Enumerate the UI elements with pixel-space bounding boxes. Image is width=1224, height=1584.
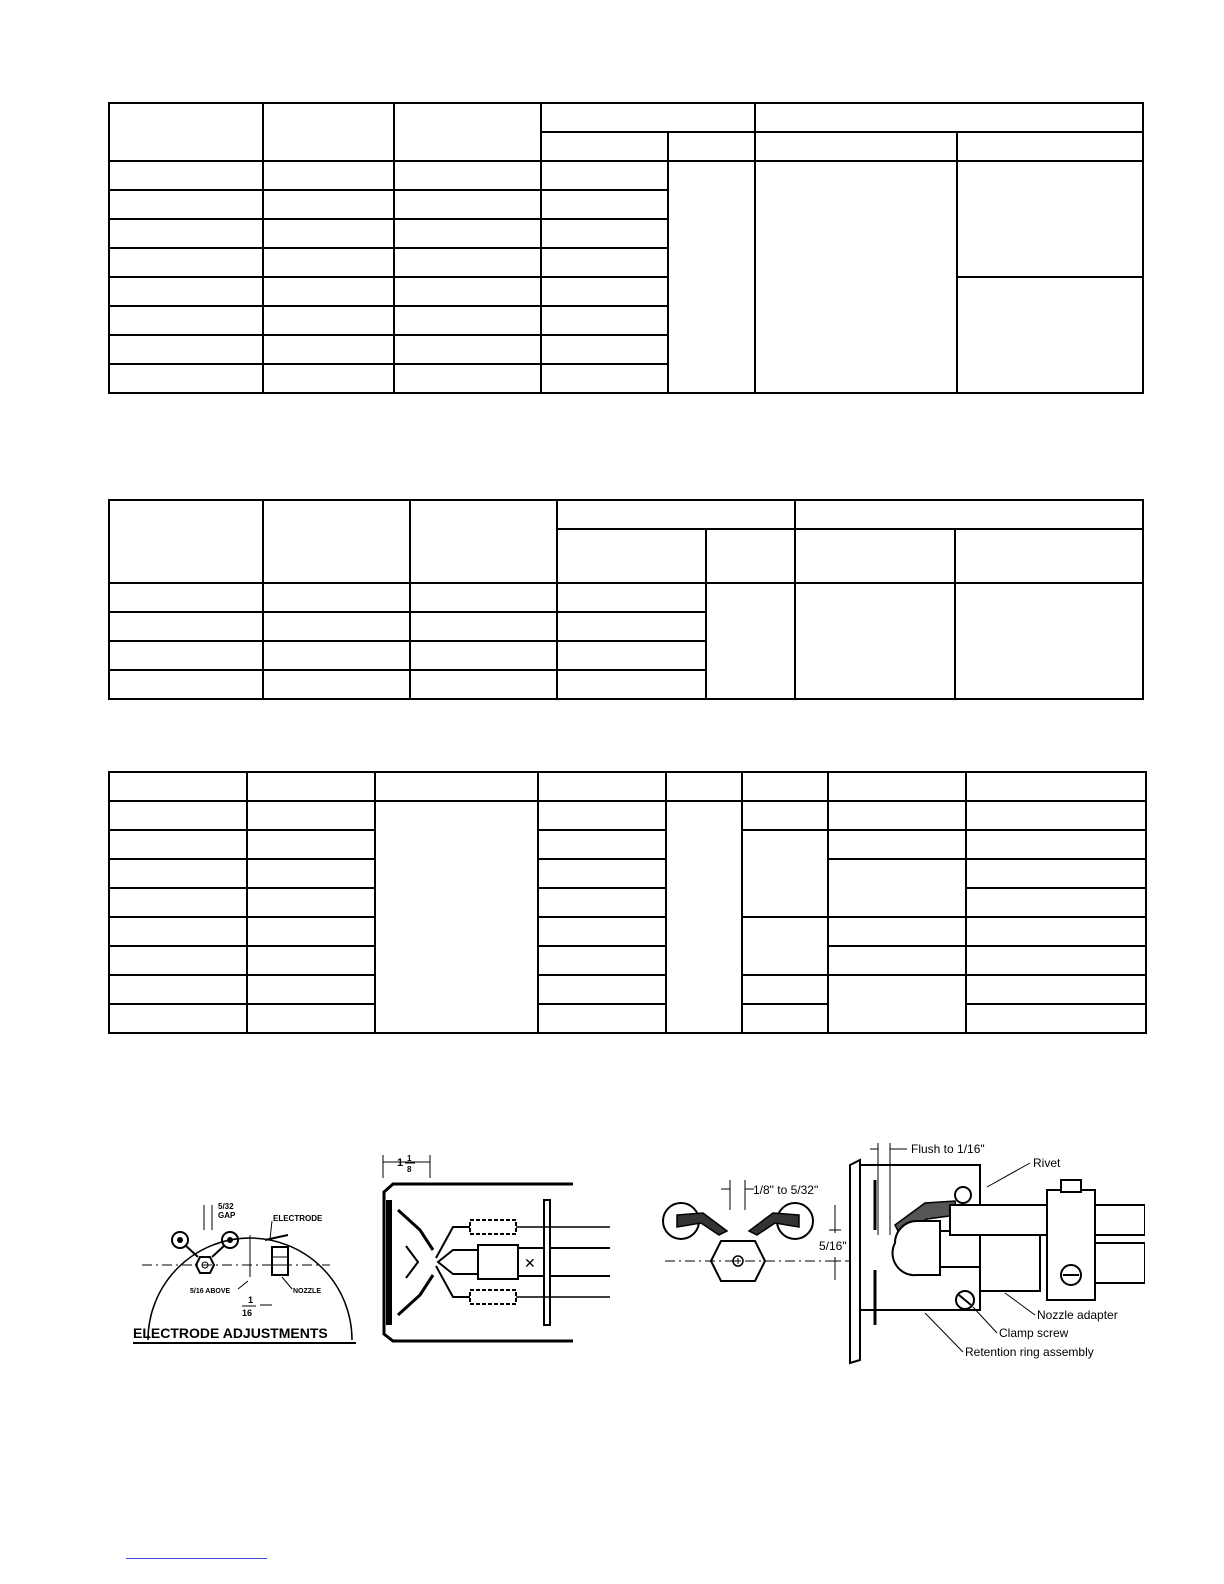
nozzle-side [272,1247,288,1275]
sixteenth-bottom: 16 [242,1308,253,1318]
table-row [109,801,1146,830]
table-cell [410,500,557,583]
table-header-group [755,103,1143,132]
head-plate [386,1200,392,1325]
table-row [109,888,1146,917]
table-row [109,1004,1146,1033]
table-header-group [557,500,795,529]
burner-cross-section-diagram [378,1150,610,1350]
sixteenth-top: 1 [248,1295,254,1305]
screw-icon: ✕ [524,1255,536,1271]
electrode-adjustment-diagram [130,1185,370,1355]
table-cell-merged [375,801,538,1033]
vertical-dim-label: 5/16" [819,1239,847,1253]
table-row [109,830,1146,859]
table-row [109,583,1143,612]
nozzle-adapter-label: Nozzle adapter [1037,1308,1118,1322]
electrode-label: ELECTRODE [273,1214,323,1223]
table-cell-merged [828,975,966,1033]
table-1 [108,102,1144,394]
table-cell-merged [828,859,966,917]
table-row [109,859,1146,888]
table-2 [108,499,1144,700]
spacing-label: 1/8" to 5/32" [753,1183,819,1197]
table-cell [109,500,263,583]
footnote-rule [126,1558,267,1559]
dim-num: 1 [407,1154,412,1163]
table-cell [109,103,263,161]
table-cell [541,132,668,161]
table-row [109,975,1146,1004]
table-cell-merged [957,161,1143,277]
table-cell-merged [668,161,755,393]
retention-ring-assembly-diagram [815,1135,1145,1370]
table-row [109,161,1143,190]
nozzle [893,1221,940,1275]
gap-word: GAP [218,1211,236,1220]
table-row [109,946,1146,975]
table-header-row [109,772,1146,801]
table-cell-merged [706,583,795,699]
electrode-insulator-top [470,1220,516,1234]
flush-label: Flush to 1/16" [911,1142,985,1156]
dim-whole: 1 [397,1157,404,1169]
table-cell [263,103,394,161]
electrode-insulator-bottom [470,1290,516,1304]
rivet [955,1187,971,1203]
table-cell [394,103,541,161]
retention-plate [850,1160,860,1363]
table-cell [706,529,795,583]
nozzle-label: NOZZLE [293,1288,321,1295]
nozzle-adapter [980,1231,1040,1291]
table-row [109,277,1143,306]
rivet-label: Rivet [1033,1156,1061,1170]
table-cell [955,529,1143,583]
table-cell [557,529,706,583]
bracket [544,1200,550,1325]
clamp-screw-label: Clamp screw [999,1326,1069,1340]
oil-line [1095,1243,1145,1283]
table-cell-merged [742,917,828,975]
table-3 [108,771,1147,1034]
table-cell [795,529,955,583]
table-cell-merged [755,161,957,393]
table-row [109,917,1146,946]
table-header-group [795,500,1143,529]
table-cell-merged [666,801,742,1033]
table-cell-merged [955,583,1143,699]
nozzle-body [438,1250,478,1274]
table-cell [668,132,755,161]
gap-label: 5/32 [218,1202,234,1211]
table-cell [957,132,1143,161]
retention-ring-label: Retention ring assembly [965,1345,1094,1359]
dim-den: 8 [407,1165,412,1174]
table-header-group [541,103,755,132]
above-label: 5/16 ABOVE [190,1288,231,1295]
table-cell-merged [795,583,955,699]
figure-caption: ELECTRODE ADJUSTMENTS [133,1325,328,1341]
table-cell-merged [957,277,1143,393]
table-cell-merged [742,830,828,917]
table-cell [755,132,957,161]
table-cell [263,500,410,583]
